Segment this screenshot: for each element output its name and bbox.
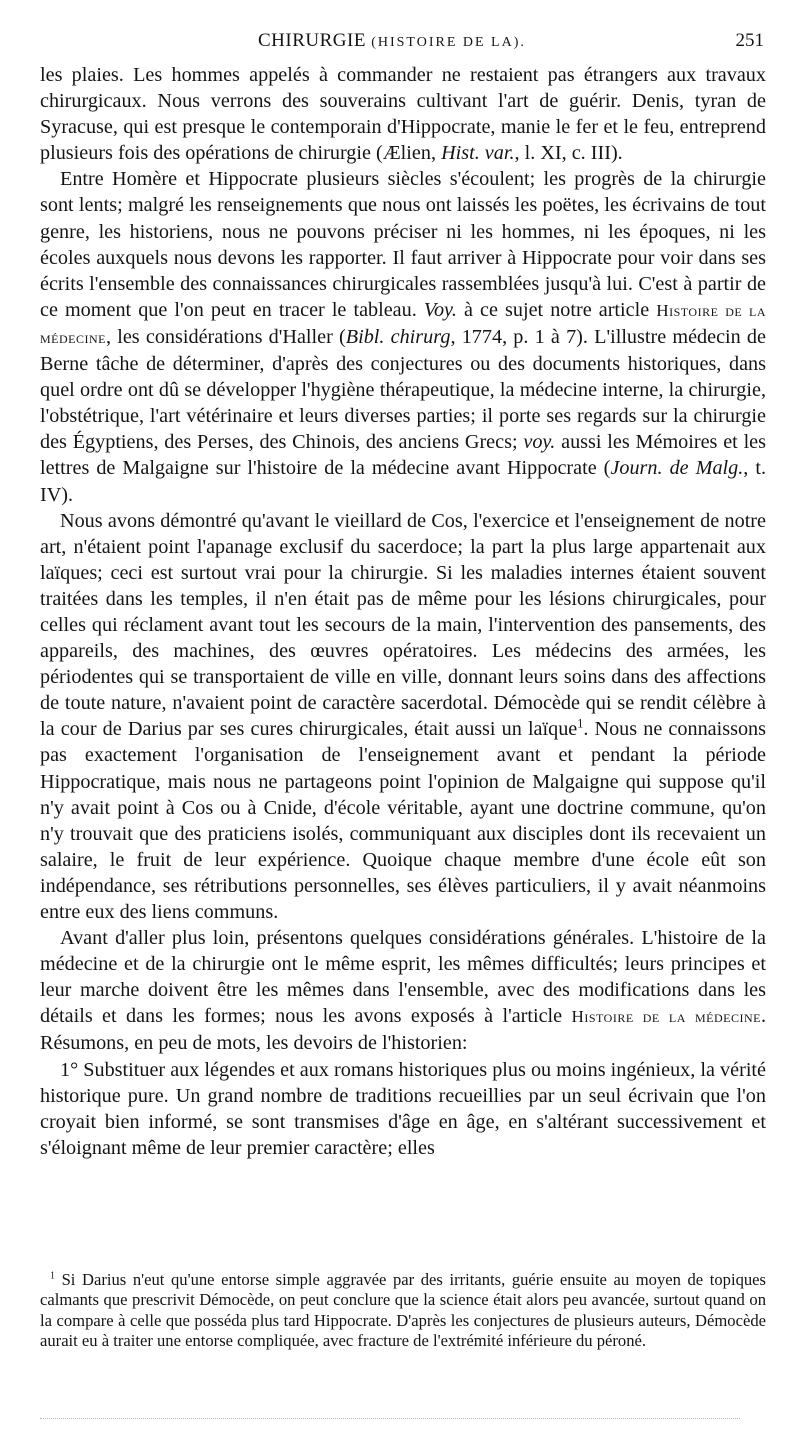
small-caps-text: Histoire de la médecine xyxy=(40,300,766,347)
text-run: , 1774, p. 1 à 7). L'illustre médecin de Berne tâche de déterminer, d'après des conjectures ou des documents historiques, dans quel ordre ont dû se développer l'hygiène thérapeutique, la médecine interne, la chirurgie, l'obstétrique, l'art vétérinaire et leurs diverses parties; il porte ses regards sur la chirurgie des Égyptiens, des Perses, des Chinois, des anciens Grecs; xyxy=(40,325,766,454)
text-run: , t. IV). xyxy=(40,457,767,506)
italic-text: Journ. de Malg. xyxy=(610,457,744,480)
running-title-main: CHIRURGIE xyxy=(258,30,366,51)
paragraph xyxy=(40,1057,766,1161)
text-run: . Nous ne connaissons pas exactement l'organisation de l'enseignement avant et pendant la période Hippocratique, mais nous ne partageons point l'opinion de Malgaigne qui suppose qu'il n'y avait point à Cos ou à Cnide, d'école véritable, ayant une doctrine commune, qu'on n'y trouvait que des praticiens isolés, communiquant aux disciples dont ils recevaient un salaire, le fruit de leur expérience. Quoique chaque membre d'une école eût son indépendance, ses rétributions personnelles, ses élèves particuliers, il y avait néanmoins entre eux des liens communs. xyxy=(40,718,767,923)
text-run: les plaies. Les hommes appelés à commander ne restaient pas étrangers aux travaux chirurgicaux. Nous verrons des souverains cultivant l'art de guérir. Denis, tyran de Syracuse, qui est presque le contemporain d'Hippocrate, manie le fer et le feu, entreprend plusieurs fois des opérations de chirurgie (Ælien, xyxy=(40,64,766,165)
page-edge-mark xyxy=(40,1418,740,1419)
text-run: Avant d'aller plus loin, présentons quelques considérations générales. L'histoire de la médecine et de la chirurgie ont le même esprit, les mêmes difficultés; leurs principes et leur marche doivent être les mêmes dans l'ensemble, avec des modifications dans les détails et dans les formes; nous les avons exposés à l'article xyxy=(40,927,766,1028)
paragraph xyxy=(40,508,766,926)
text-run: , les considérations d'Haller ( xyxy=(106,325,346,348)
text-run: Entre Homère et Hippocrate plusieurs siècles s'écoulent; les progrès de la chirurgie sont lents; malgré les renseignements que nous ont laissés les poëtes, les écrivains de tout genre, les historiens, nous ne pouvons préciser ni les hommes, ni les époques, ni les écoles auxquels nous devons les rapporter. Il faut arriver à Hippocrate pour voir dans ses écrits l'ensemble des connaissances chirurgicales rassemblées jusqu'à lui. C'est à partir de ce moment que l'on peut en tracer le tableau. xyxy=(40,168,766,321)
page-number: 251 xyxy=(735,30,764,51)
text-run: Si Darius n'eut qu'une entorse simple aggravée par des irritants, guérie ensuite au moyen de topiques calmants que prescrivit Démocède, on peut conclure que la science était alors peu avancée, surtout quand on la compare à celle que posséda plus tard Hippocrate. D'après les conjectures de plusieurs auteurs, Démocède aurait eu à traiter une entorse compliquée, avec fracture de l'extrémité inférieure du péroné. xyxy=(40,1270,766,1351)
running-title xyxy=(258,30,526,52)
paragraph xyxy=(40,925,766,1056)
small-caps-text: Histoire de la médecine xyxy=(571,1007,761,1027)
footnote-ref: 1 xyxy=(577,716,584,731)
footnote-ref: 1 xyxy=(50,1270,55,1282)
italic-text: Hist. var. xyxy=(441,142,515,165)
main-text xyxy=(40,62,766,1161)
footnotes xyxy=(40,1270,766,1352)
running-title-sub: (HISTOIRE DE LA). xyxy=(371,35,526,50)
text-run: Nous avons démontré qu'avant le vieillard de Cos, l'exercice et l'enseignement de notre art, n'étaient point l'apanage exclusif du sacerdoce; la part la plus large appartenait aux laïques; ceci est surtout vrai pour la chirurgie. Si les maladies internes étaient souvent traitées dans les temples, il n'en était pas de même pour les lésions chirurgicales, pour celles qui réclament avant tout les secours de la main, l'intervention des pansements, des appareils, des machines, des œuvres opératoires. Les médecins des armées, les périodentes qui se transportaient de ville en ville, donnant leurs soins dans des affections de toute nature, n'avaient point de caractère sacerdotal. Démocède qui se rendit célèbre à la cour de Darius par ses cures chirurgicales, était aussi un laïque xyxy=(40,509,766,741)
italic-text: Bibl. chirurg xyxy=(345,325,451,348)
paragraph xyxy=(40,62,766,166)
text-run: à ce sujet notre article xyxy=(456,298,657,321)
text-run: aussi les Mémoires et les lettres de Malgaigne sur l'histoire de la médecine avant Hippocrate ( xyxy=(40,431,766,480)
running-header xyxy=(0,30,800,60)
paragraph xyxy=(40,166,766,507)
text-run: . Résumons, en peu de mots, les devoirs de l'historien: xyxy=(40,1005,766,1055)
text-run: , l. XI, c. III). xyxy=(514,142,623,165)
italic-text: Voy. xyxy=(423,298,457,321)
text-run: 1° Substituer aux légendes et aux romans historiques plus ou moins ingénieux, la vérité historique pure. Un grand nombre de traditions recueillies par un seul écrivain que l'on croyait bien informé, se sont transmises d'âge en âge, en s'altérant successivement et s'éloignant même de leur premier caractère; elles xyxy=(40,1058,766,1159)
italic-text: voy. xyxy=(523,431,556,454)
footnote xyxy=(40,1270,766,1352)
